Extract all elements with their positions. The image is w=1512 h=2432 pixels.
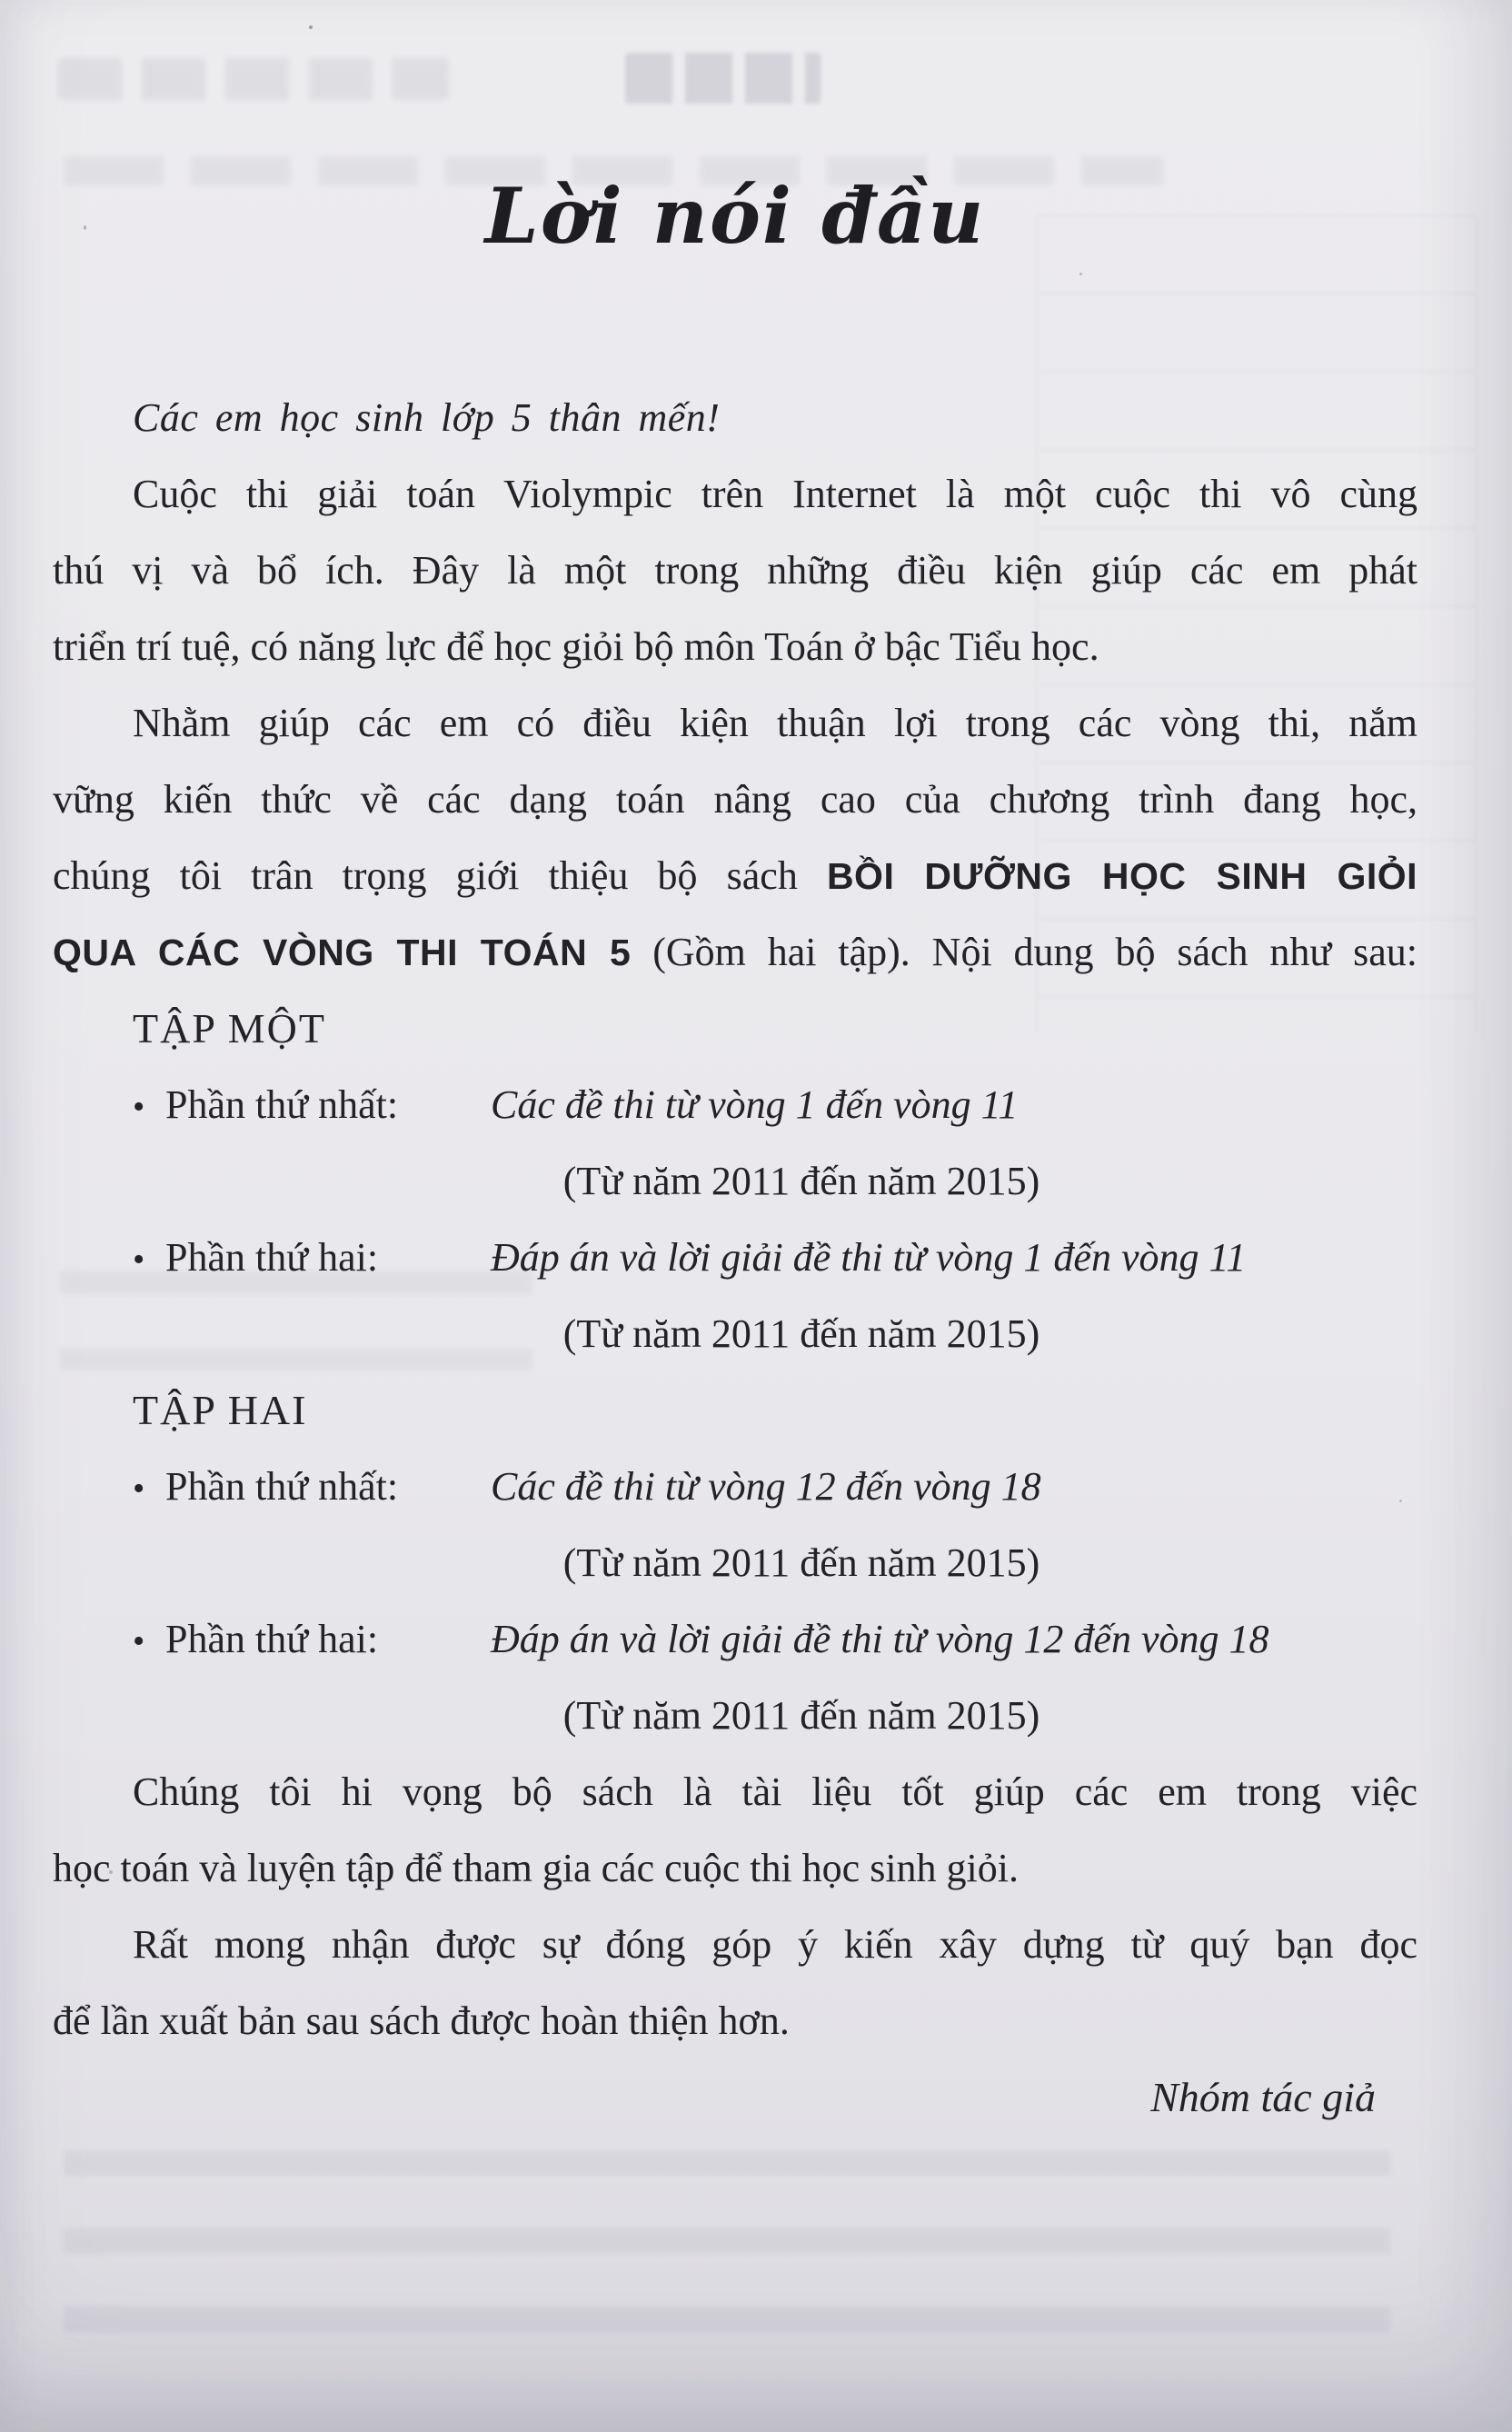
part-title: Các đề thi từ vòng 12 đến vòng 18 (491, 1464, 1041, 1509)
part-label: Phần thứ nhất: (165, 1082, 399, 1127)
paragraph-line: Nhằm giúp các em có điều kiện thuận lợi trong các vòng thi, nắm (133, 701, 1418, 745)
bullet-icon: • (133, 1470, 145, 1508)
list-item (53, 1601, 1418, 1678)
bullet-icon: • (133, 1622, 145, 1660)
text-block (53, 380, 1418, 2136)
paper-speck (1079, 273, 1082, 275)
bleedthrough-text-smudge (64, 2150, 1390, 2377)
paragraph-line: Cuộc thi giải toán Violympic trên Internet là một cuộc thi vô cùng (133, 472, 1418, 516)
years-note: (Từ năm 2011 đến năm 2015) (562, 1159, 1040, 1203)
book-series-name: BỒI DƯỠNG HỌC SINH GIỎI (826, 855, 1418, 897)
bullet-icon: • (133, 1241, 145, 1279)
paragraph-line (53, 914, 1418, 991)
paragraph-text: (Gồm hai tập). Nội dung bộ sách như sau: (652, 930, 1418, 974)
years-note: (Từ năm 2011 đến năm 2015) (562, 1693, 1040, 1738)
paragraph-text: chúng tôi trân trọng giới thiệu bộ sách (53, 853, 798, 898)
volume-two-heading: TẬP HAI (133, 1387, 308, 1433)
part-label: Phần thứ hai: (165, 1235, 379, 1280)
part-label: Phần thứ hai: (165, 1617, 379, 1661)
page-title: Lời nói đầu (484, 171, 986, 261)
book-series-name: QUA CÁC VÒNG THI TOÁN 5 (53, 932, 632, 973)
bleedthrough-text-smudge (58, 58, 449, 100)
years-note: (Từ năm 2011 đến năm 2015) (562, 1311, 1040, 1356)
paragraph-line: thú vị và bổ ích. Đây là một trong những điều kiện giúp các em phát (53, 548, 1418, 593)
list-item (53, 1067, 1418, 1143)
part-title: Đáp án và lời giải đề thi từ vòng 1 đến vòng 11 (491, 1235, 1247, 1280)
part-label: Phần thứ nhất: (165, 1464, 399, 1509)
list-item (53, 1449, 1418, 1525)
paragraph-line (53, 838, 1418, 914)
paragraph-line: để lần xuất bản sau sách được hoàn thiện hơn. (53, 1998, 790, 2043)
salutation-line: Các em học sinh lớp 5 thân mến! (133, 395, 721, 440)
bleedthrough-text-smudge (625, 53, 821, 104)
paragraph-line: vững kiến thức về các dạng toán nâng cao của chương trình đang học, (53, 777, 1418, 822)
paper-speck (309, 25, 313, 29)
paragraph-line: Chúng tôi hi vọng bộ sách là tài liệu tốt giúp các em trong việc (133, 1769, 1418, 1814)
paragraph-line: triển trí tuệ, có năng lực để học giỏi bộ môn Toán ở bậc Tiểu học. (53, 624, 1099, 669)
part-title: Các đề thi từ vòng 1 đến vòng 11 (491, 1082, 1019, 1127)
paragraph-line: Rất mong nhận được sự đóng góp ý kiến xây dựng từ quý bạn đọc (133, 1922, 1418, 1967)
author-signature: Nhóm tác giả (1150, 2074, 1376, 2120)
years-note: (Từ năm 2011 đến năm 2015) (562, 1540, 1040, 1585)
list-item (53, 1220, 1418, 1296)
part-title: Đáp án và lời giải đề thi từ vòng 12 đến vòng 18 (491, 1617, 1269, 1661)
paragraph-line: học toán và luyện tập để tham gia các cuộc thi học sinh giỏi. (53, 1846, 1020, 1890)
volume-one-heading: TẬP MỘT (133, 1005, 326, 1052)
bullet-icon: • (133, 1088, 145, 1126)
